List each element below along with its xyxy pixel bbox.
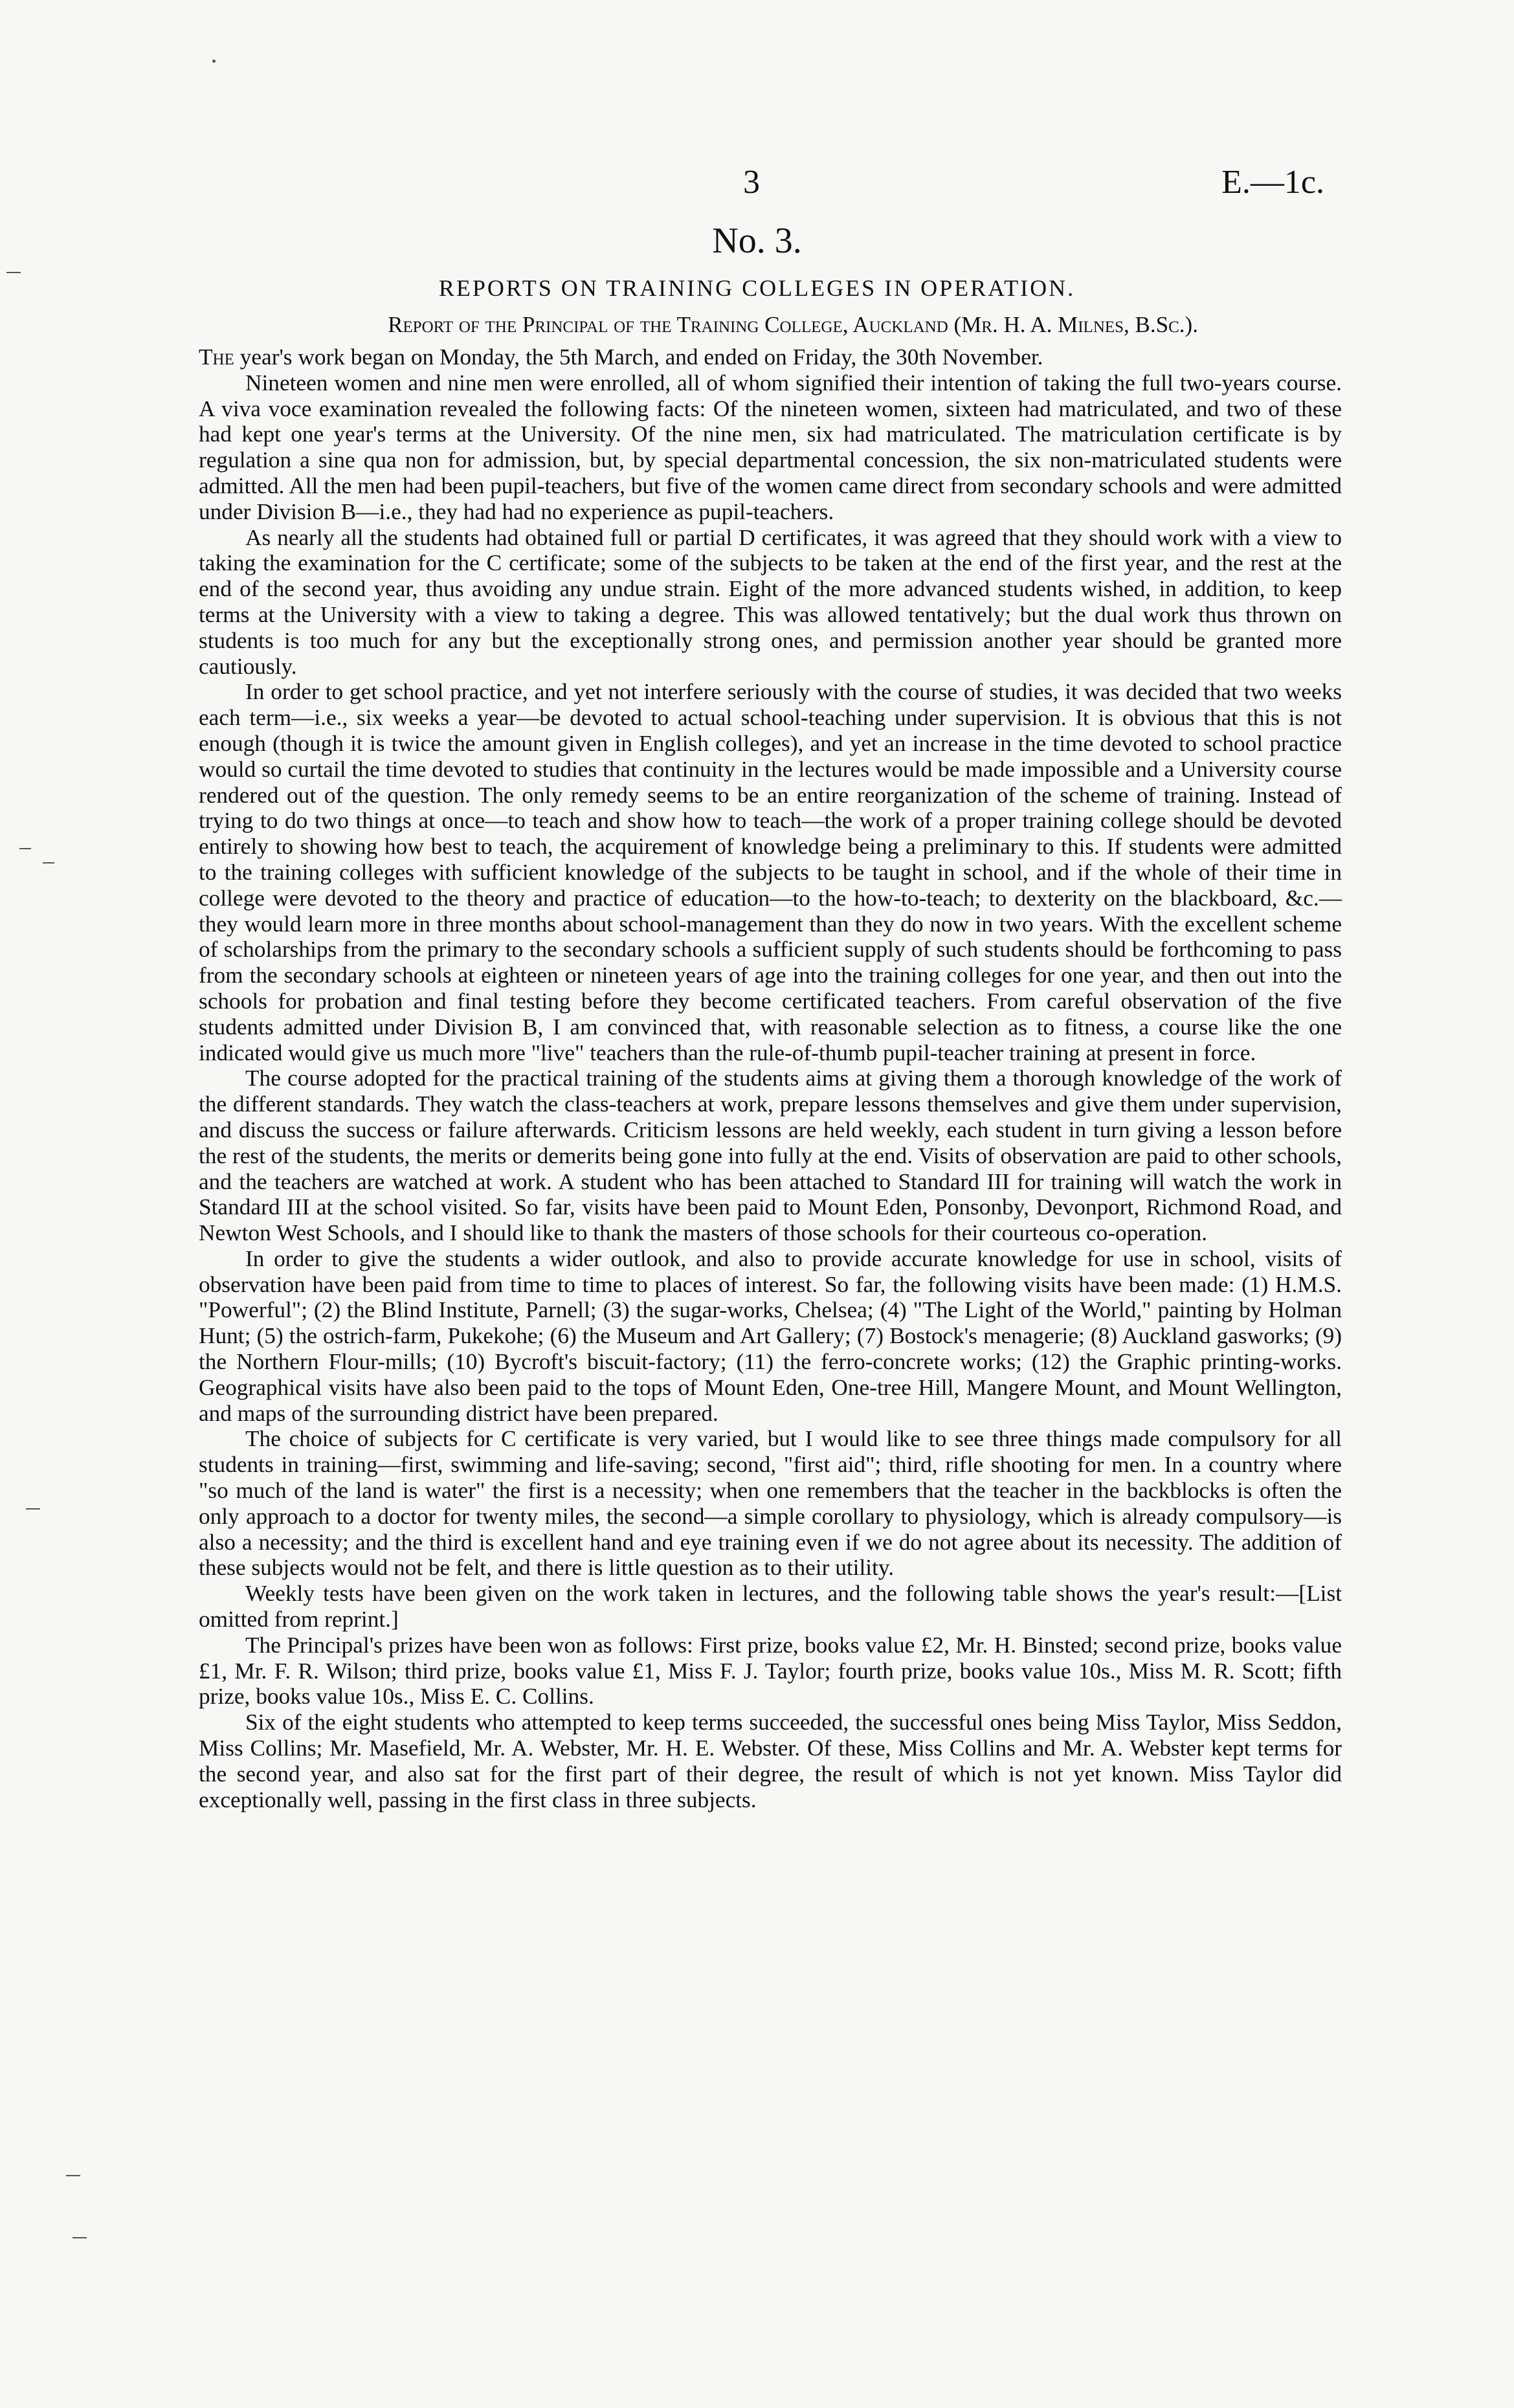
paragraph: The choice of subjects for C certificate is very varied, but I would like to see three things made compulsory for all students in training—first, swimming and life-saving; second, "first aid"; third, rifle shooting for men. In a country where "so much of the land is water" the first is a necessity; when one remembers that the teacher in the backblocks is often the only approach to a doctor for twenty miles, the second—a simple corollary to physiology, which is already compulsory—is also a necessity; and the third is excellent hand and eye training even if we do not agree about its necessity. The addition of these subjects would not be felt, and there is little question as to their utility. [199,1426,1342,1581]
section-title: REPORTS ON TRAINING COLLEGES IN OPERATION. [438,275,1076,301]
page-number: 3 [743,164,760,201]
scan-mark [66,2175,80,2176]
paragraph: The Principal's prizes have been won as follows: First prize, books value £2, Mr. H. Binsted; second prize, books value £1, Mr. F. R. Wilson; third prize, books value £1, Miss F. J. Taylor; fourth prize, books value 10s., Miss M. R. Scott; fifth prize, books value 10s., Miss E. C. Collins. [199,1632,1342,1710]
report-subtitle: Report of the Principal of the Training College, Auckland (Mr. H. A. Milnes, B.Sc.). [388,312,1198,337]
paragraph: The course adopted for the practical training of the students aims at giving them a thorough knowledge of the work of the different standards. They watch the class-teachers at work, prepare lessons themselves and give them under supervision, and discuss the success or failure afterwards. Criticism lessons are held weekly, each student in turn giving a lesson before the rest of the students, the merits or demerits being gone into fully at the end. Visits of observation are paid to other schools, and the teachers are watched at work. A student who has been attached to Standard III for training will watch the work in Standard III at the school visited. So far, visits have been paid to Mount Eden, Ponsonby, Devonport, Richmond Road, and Newton West Schools, and I should like to thank the masters of those schools for their courteous co-operation. [199,1065,1342,1246]
scan-mark [72,2237,87,2238]
scan-mark [19,848,31,849]
scan-mark [26,1508,40,1510]
scan-mark [6,272,21,273]
paragraph: In order to get school practice, and yet not interfere seriously with the course of studies, it was decided that two weeks each term—i.e., six weeks a year—be devoted to actual school-teaching under supervision. It is obvious that this is not enough (though it is twice the amount given in English colleges), and yet an increase in the time devoted to school practice would so curtail the time devoted to studies that continuity in the lectures would be made impossible and a University course rendered out of the question. The only remedy seems to be an entire reorganization of the scheme of training. Instead of trying to do two things at once—to teach and show how to teach—the work of a proper training college should be devoted entirely to showing how best to teach, the acquirement of knowledge being a preliminary to this. If students were admitted to the training colleges with sufficient knowledge of the subjects to be taught in school, and if the whole of their time in college were devoted to the theory and practice of education—to the how-to-teach; to dexterity on the blackboard, &c.—they would learn more in three months about school-management than they do now in two years. With the excellent scheme of scholarships from the primary to the secondary schools a sufficient supply of such students should be forthcoming to pass from the secondary schools at eighteen or nineteen years of age into the training colleges for one year, and then out into the schools for probation and final testing before they become certificated teachers. From careful observation of the five students admitted under Division B, I am convinced that, with reasonable selection as to fitness, a course like the one indicated would give us much more "live" teachers than the rule-of-thumb pupil-teacher training at present in force. [199,679,1342,1065]
report-body [199,344,1342,1812]
paragraph: The year's work began on Monday, the 5th March, and ended on Friday, the 30th November. [199,344,1043,370]
paragraph: As nearly all the students had obtained full or partial D certificates, it was agreed that they should work with a view to taking the examination for the C certificate; some of the subjects to be taken at the end of the first year, and the rest at the end of the second year, thus avoiding any undue strain. Eight of the more advanced students wished, in addition, to keep terms at the University with a view to taking a degree. This was allowed tentatively; but the dual work thus thrown on students is too much for any but the exceptionally strong ones, and permission another year should be granted more cautiously. [199,524,1342,679]
document-reference: E.—1c. [1221,164,1324,201]
page-header [0,163,1514,215]
paragraph: Nineteen women and nine men were enrolled, all of whom signified their intention of taking the full two-years course. A viva voce examination revealed the following facts: Of the nineteen women, sixteen had matriculated, and two of these had kept one year's terms at the University. Of the nine men, six had matriculated. The matriculation certificate is by regulation a sine qua non for admission, but, by special departmental concession, the six non-matriculated students were admitted. All the men had been pupil-teachers, but five of the women came direct from secondary schools and were admitted under Division B—i.e., they had had no experience as pupil-teachers. [199,370,1342,524]
paragraph: In order to give the students a wider outlook, and also to provide accurate knowledge for use in school, visits of observation have been paid from time to time to places of interest. So far, the following visits have been made: (1) H.M.S. "Powerful"; (2) the Blind Institute, Parnell; (3) the sugar-works, Chelsea; (4) "The Light of the World," painting by Holman Hunt; (5) the ostrich-farm, Pukekohe; (6) the Museum and Art Gallery; (7) Bostock's menagerie; (8) Auckland gasworks; (9) the Northern Flour-mills; (10) Bycroft's biscuit-factory; (11) the ferro-concrete works; (12) the Graphic printing-works. Geographical visits have also been paid to the tops of Mount Eden, One-tree Hill, Mangere Mount, and Mount Wellington, and maps of the surrounding district have been prepared. [199,1245,1342,1426]
document-number: No. 3. [712,221,802,261]
paragraph: Six of the eight students who attempted to keep terms succeeded, the successful ones being Miss Taylor, Miss Seddon, Miss Collins; Mr. Masefield, Mr. A. Webster, Mr. H. E. Webster. Of these, Miss Collins and Mr. A. Webster kept terms for the second year, and also sat for the first part of their degree, the result of which is not yet known. Miss Taylor did exceptionally well, passing in the first class in three subjects. [199,1710,1342,1812]
paragraph: Weekly tests have been given on the work taken in lectures, and the following table shows the year's result:—[List omitted from reprint.] [199,1581,1342,1633]
scan-mark [212,60,216,63]
scan-mark [43,862,54,864]
paragraph-lead: The [199,344,234,370]
